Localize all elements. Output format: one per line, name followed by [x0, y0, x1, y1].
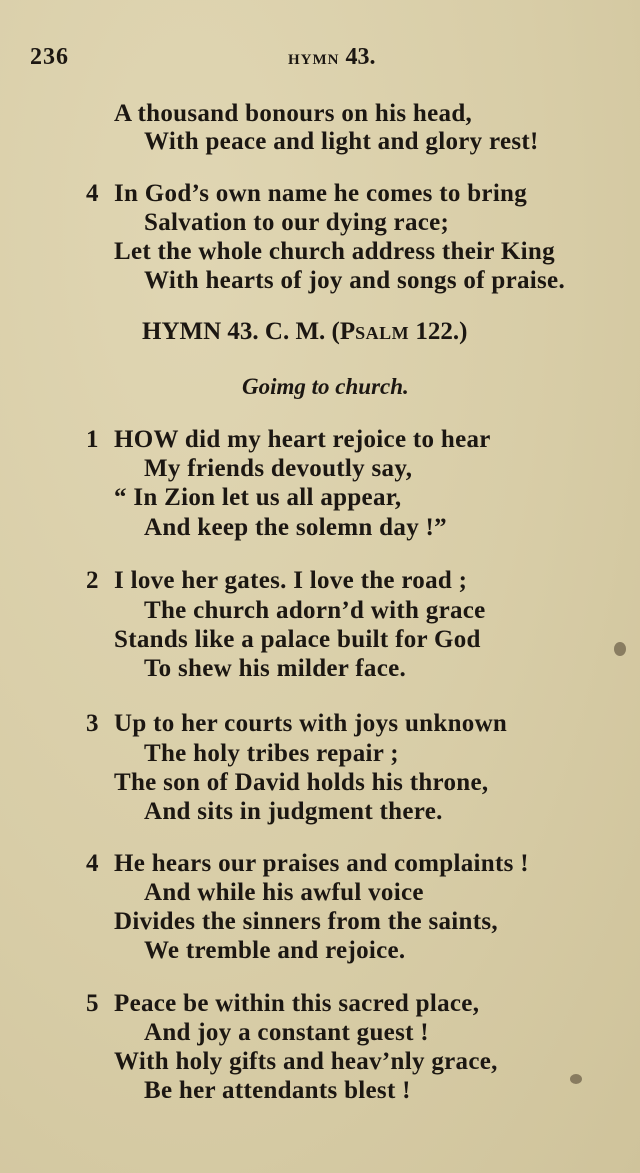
hymn-heading [142, 318, 468, 346]
stanza-number: 3 [86, 710, 99, 737]
verse-line: I love her gates. I love the road ; [114, 567, 468, 594]
hymn-heading-smallcaps: SALM [355, 323, 410, 343]
verse-line: And joy a constant guest ! [144, 1019, 429, 1046]
running-title-number: 43. [345, 44, 376, 70]
verse-line: The church adorn’d with grace [144, 597, 486, 624]
running-title-label: HYMN [288, 52, 340, 68]
verse-line: Up to her courts with joys unknown [114, 710, 508, 737]
verse-line: We tremble and rejoice. [144, 937, 406, 964]
verse-line: A thousand bonours on his head, [114, 100, 473, 127]
stanza-number: 5 [86, 990, 99, 1017]
verse-line: He hears our praises and complaints ! [114, 850, 529, 877]
verse-line: Let the whole church address their King [114, 238, 555, 265]
verse-line: Stands like a palace built for God [114, 626, 481, 653]
verse-line: My friends devoutly say, [144, 455, 413, 482]
verse-line: Salvation to our dying race; [144, 209, 450, 236]
verse-line: And while his awful voice [144, 879, 424, 906]
verse-line: To shew his milder face. [144, 655, 407, 682]
stanza-number: 2 [86, 567, 99, 594]
page-number: 236 [30, 44, 69, 70]
verse-line: Be her attendants blest ! [144, 1077, 411, 1104]
stanza-number: 4 [86, 180, 99, 207]
verse-line: With holy gifts and heav’nly grace, [114, 1048, 498, 1075]
verse-line: HOW did my heart rejoice to hear [114, 426, 491, 453]
hymn-heading-end: 122.) [409, 318, 468, 345]
ink-smudge [614, 642, 626, 656]
verse-line: With hearts of joy and songs of praise. [144, 267, 565, 294]
verse-line: In God’s own name he comes to bring [114, 180, 528, 207]
verse-line: Peace be within this sacred place, [114, 990, 480, 1017]
verse-line: With peace and light and glory rest! [144, 128, 539, 155]
hymn-heading-main: HYMN 43. C. M. (P [142, 318, 356, 345]
verse-line: And keep the solemn day !” [144, 514, 447, 541]
verse-line: “ In Zion let us all appear, [114, 484, 402, 511]
running-title [288, 44, 376, 71]
verse-line: The holy tribes repair ; [144, 740, 399, 767]
running-head [0, 44, 640, 76]
hymn-subtitle: Goimg to church. [242, 374, 409, 399]
verse-line: Divides the sinners from the saints, [114, 908, 498, 935]
verse-line: And sits in judgment there. [144, 798, 443, 825]
stanza-number: 4 [86, 850, 99, 877]
stanza-number: 1 [86, 426, 99, 453]
ink-smudge [570, 1074, 582, 1084]
verse-line: The son of David holds his throne, [114, 769, 489, 796]
